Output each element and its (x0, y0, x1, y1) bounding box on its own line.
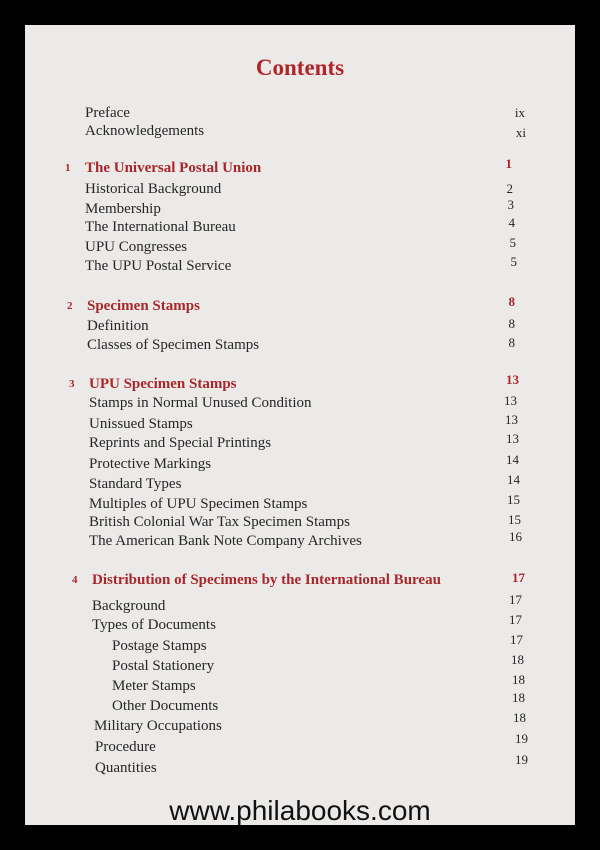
toc-entry-label: The International Bureau (85, 219, 236, 235)
toc-entry-page: 17 (509, 612, 522, 627)
toc-chapter-4 (72, 570, 525, 590)
toc-entry-page: ix (514, 105, 525, 120)
toc-entry-page: 17 (510, 632, 523, 647)
toc-entry-label: Meter Stamps (112, 678, 196, 694)
toc-entry-label: Other Documents (112, 698, 219, 714)
toc-entry (95, 731, 528, 757)
toc-entry (95, 752, 528, 778)
toc-entry (112, 652, 524, 676)
chapter-title: UPU Specimen Stamps (89, 376, 237, 392)
toc-entry (89, 454, 519, 474)
toc-entry (89, 414, 519, 434)
chapter-number: 3 (69, 378, 75, 390)
toc-entry-page: 18 (511, 652, 524, 667)
toc-entry-label: Acknowledgements (85, 123, 205, 139)
toc-entry (89, 494, 519, 514)
toc-entry-page: 8 (508, 335, 515, 350)
toc-entry (89, 433, 519, 453)
toc-entry-label: Types of Documents (92, 617, 216, 633)
toc-entry (112, 690, 525, 716)
toc-entry-label: Definition (87, 318, 149, 334)
toc-entry-label: Protective Markings (89, 456, 212, 472)
toc-entry-label: Reprints and Special Printings (89, 435, 272, 451)
toc-chapter-2 (67, 296, 517, 316)
toc-entry-page: 3 (507, 197, 514, 212)
toc-entry (89, 474, 519, 494)
toc-entry-label: Unissued Stamps (89, 416, 193, 432)
chapter-page: 13 (506, 372, 519, 387)
toc-entry-label: Procedure (95, 739, 156, 755)
toc-entry-page: xi (515, 125, 526, 140)
toc-entry-preface (85, 103, 525, 123)
chapter-title: Specimen Stamps (87, 298, 200, 314)
toc-entry (94, 710, 526, 736)
toc-entry-page: 19 (515, 752, 528, 767)
toc-entry-page: 2 (506, 181, 513, 196)
toc-entry-page: 14 (506, 452, 519, 467)
toc-entry-acknowledgements (85, 121, 526, 141)
toc-entry-page: 18 (512, 672, 525, 687)
toc-entry-label: Membership (85, 201, 161, 217)
toc-entry (89, 529, 522, 551)
toc-entry (85, 217, 515, 237)
toc-entry (85, 199, 515, 219)
toc-entry (92, 612, 522, 635)
toc-entry (85, 179, 515, 199)
toc-entry-label: British Colonial War Tax Specimen Stamps (89, 514, 350, 530)
toc-entry-page: 8 (508, 316, 515, 331)
toc-entry-page: 13 (504, 393, 517, 408)
toc-chapter-1 (65, 158, 515, 178)
website-watermark: www.philabooks.com (169, 795, 431, 826)
toc-chapter-3 (69, 374, 519, 394)
toc-entry-label: Background (92, 598, 166, 614)
toc-entry-label: The American Bank Note Company Archives (89, 533, 362, 549)
toc-entry-page: 15 (507, 492, 520, 507)
toc-entry-label: Classes of Specimen Stamps (87, 337, 260, 353)
toc-entry-label: Historical Background (85, 181, 222, 197)
chapter-title: The Universal Postal Union (85, 160, 262, 176)
toc-entry-page: 15 (508, 512, 521, 527)
toc-entry-label: Multiples of UPU Specimen Stamps (89, 496, 308, 512)
toc-entry (85, 256, 515, 276)
toc-entry-label: Military Occupations (94, 718, 222, 734)
toc-entry-label: Quantities (95, 760, 157, 776)
toc-entry-label: Preface (85, 105, 130, 121)
toc-entry-label: UPU Congresses (85, 239, 188, 255)
chapter-page: 1 (505, 156, 512, 171)
chapter-title: Distribution of Specimens by the International Bureau (92, 572, 441, 588)
toc-entry-page: 5 (509, 235, 516, 250)
book-page (25, 25, 575, 825)
chapter-number: 2 (67, 300, 73, 312)
chapter-number: 4 (72, 574, 78, 586)
toc-entry-page: 19 (515, 731, 528, 746)
toc-entry-page: 16 (509, 529, 522, 544)
toc-entry-page: 14 (507, 472, 520, 487)
toc-entry (87, 335, 517, 355)
toc-entry (85, 237, 515, 257)
toc-entry (112, 672, 525, 696)
toc-entry-label: Stamps in Normal Unused Condition (89, 395, 312, 411)
toc-entry-page: 17 (509, 592, 522, 607)
toc-entry-page: 13 (506, 431, 519, 446)
toc-entry-label: Postage Stamps (112, 638, 207, 654)
toc-entry-page: 18 (513, 710, 526, 725)
toc-entry (92, 592, 522, 616)
chapter-page: 8 (508, 294, 515, 309)
chapter-number: 1 (65, 162, 71, 174)
chapter-page: 17 (512, 570, 525, 585)
toc-entry (87, 316, 517, 336)
toc-entry-page: 5 (510, 254, 517, 269)
toc-entry-label: Postal Stationery (112, 658, 215, 674)
toc-entry (89, 512, 519, 532)
toc-entry (89, 393, 519, 413)
toc-entry (112, 632, 523, 656)
contents-title: Contents (255, 55, 345, 80)
toc-entry-page: 18 (512, 690, 525, 705)
toc-entry-label: Standard Types (89, 476, 182, 492)
toc-entry-page: 13 (505, 412, 518, 427)
toc-entry-page: 4 (508, 215, 515, 230)
toc-entry-label: The UPU Postal Service (85, 258, 232, 274)
